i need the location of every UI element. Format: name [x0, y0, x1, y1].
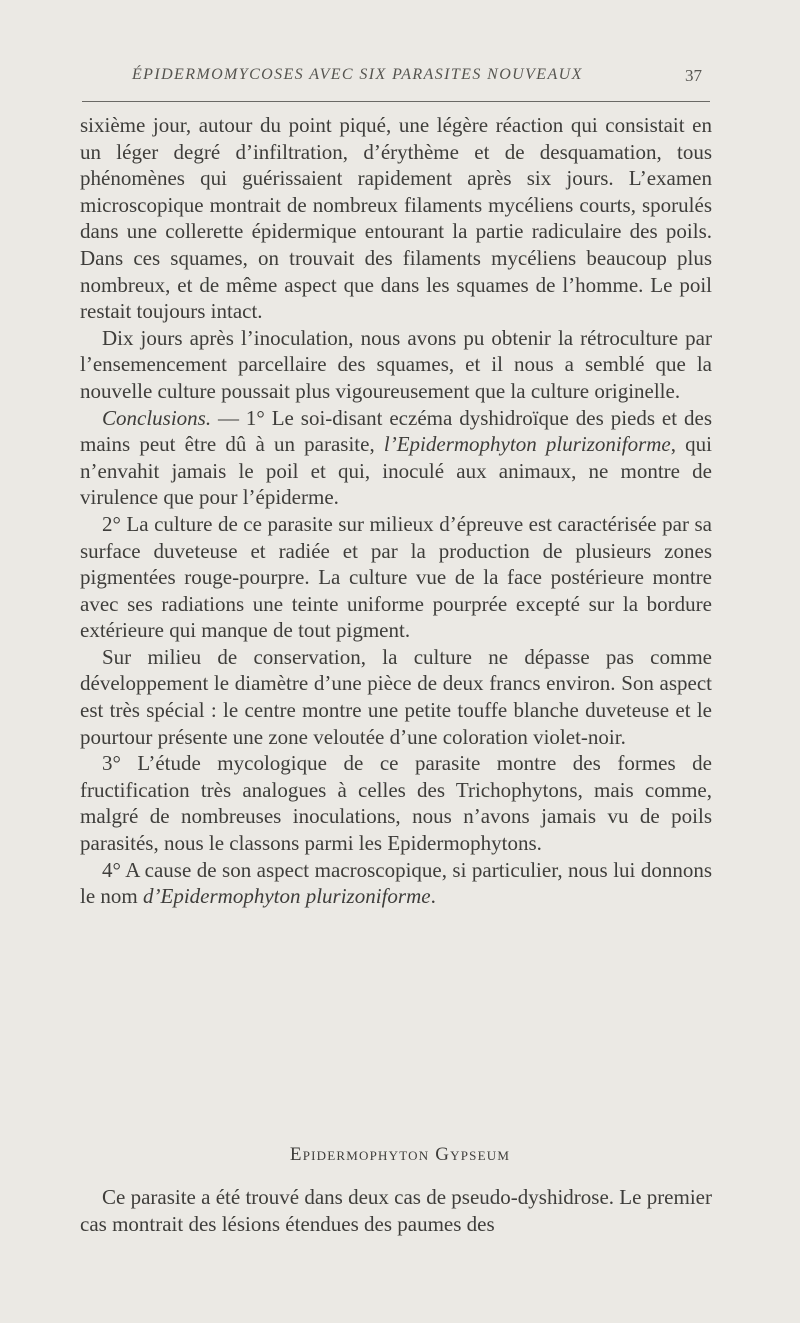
conclusion-4-text-a: 4° A cause de son aspect macroscopique, si particulier, nous lui donnons le nom	[80, 857, 712, 909]
conclusion-1-text-b: , qui n’envahit jamais le poil et qui, inoculé aux animaux, ne montre de virulence que pour l’épiderme.	[80, 432, 712, 510]
body-text	[80, 112, 712, 910]
species-name: l’Epidermophyton plurizoniforme	[383, 432, 671, 457]
section-body	[80, 1184, 712, 1238]
page-number: 37	[685, 66, 702, 85]
header-rule	[82, 101, 710, 102]
running-title: ÉPIDERMOMYCOSES AVEC SIX PARASITES NOUVEAUX	[132, 66, 583, 83]
paragraph-conclusion-2: 2° La culture de ce parasite sur milieux d’épreuve est caractérisée par sa surface duveteuse et radiée et par la production de plusieurs zones pigmentées rouge-pourpre. La culture vue de la face postérieure montre avec ses radiations une teinte uniforme pourprée excepté sur la bordure extérieure qui manque de tout pigment.	[80, 511, 712, 643]
paragraph-conclusion-4	[80, 857, 712, 910]
species-name-2: d’Epidermophyton plurizoniforme	[143, 884, 431, 909]
conclusions-label: Conclusions.	[102, 405, 212, 430]
paragraph-retroculture: Dix jours après l’inoculation, nous avons pu obtenir la rétroculture par l’ensemencement parcellaire des squames, et il nous a semblé que la nouvelle culture poussait plus vigoureusement que la culture originelle.	[80, 325, 712, 403]
paragraph-conservation: Sur milieu de conservation, la culture ne dépasse pas comme développement le diamètre d’une pièce de deux francs environ. Son aspect est très spécial : le centre montre une petite touffe blanche duveteuse et le pourtour présente une zone veloutée d’une coloration violet-noir.	[80, 644, 712, 749]
conclusion-1-text-a: — 1° Le soi-disant eczéma dyshidroïque des pieds et des mains peut être dû à un parasite,	[80, 405, 712, 457]
paragraph-conclusion-1	[80, 405, 712, 511]
section-heading: Epidermophyton Gypseum	[289, 1144, 511, 1165]
paragraph-gypseum: Ce parasite a été trouvé dans deux cas de pseudo-dyshidrose. Le premier cas montrait des lésions étendues des paumes des	[80, 1185, 712, 1236]
running-header	[80, 66, 710, 92]
paragraph-conclusion-3: 3° L’étude mycologique de ce parasite montre des formes de fructification très analogues à celles des Trichophytons, mais comme, malgré de nombreuses inoculations, nous n’avons jamais vu de poils parasités, nous le classons parmi les Epidermophytons.	[80, 751, 712, 856]
conclusion-4-text-b: .	[430, 884, 436, 909]
paragraph-continued: sixième jour, autour du point piqué, une légère réaction qui consistait en un léger degré d’infiltration, d’érythème et de desquamation, tous phénomènes qui guérissaient rapidement après six jours. L’examen microscopique montrait de nombreux filaments mycéliens courts, sporulés dans une collerette épidermique entourant la partie radiculaire des poils. Dans ces squames, on trouvait des filaments mycéliens beaucoup plus nombreux, et de même aspect que dans les squames de l’homme. Le poil restait toujours intact.	[80, 113, 712, 324]
